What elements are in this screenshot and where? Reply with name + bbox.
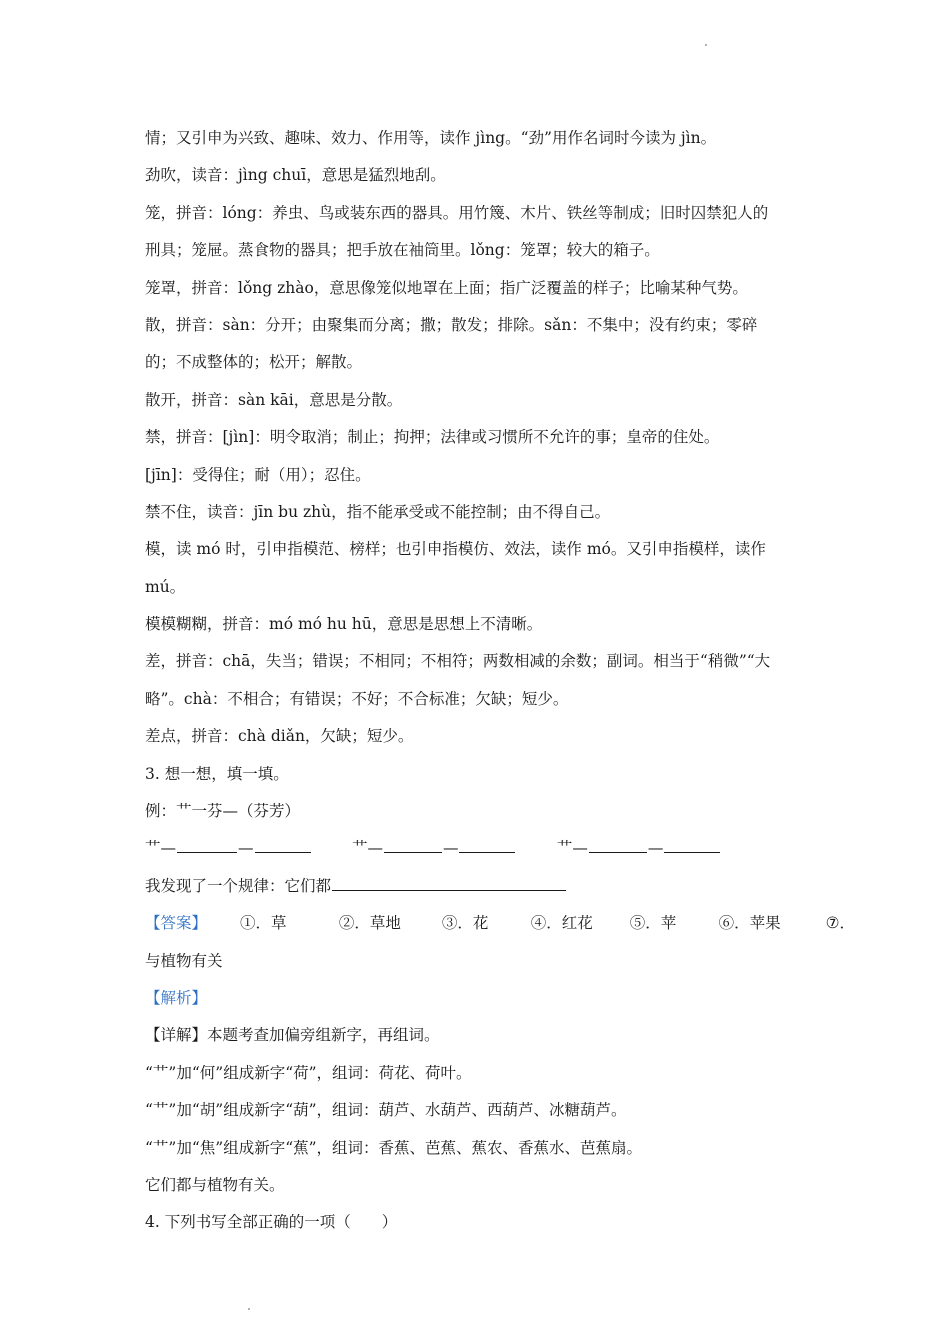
text-line: mú。: [145, 577, 186, 596]
text-line: 散，拼音：sàn：分开；由聚集而分离；撒；散发；排除。sǎn：不集中；没有约束；零碎: [145, 315, 758, 334]
text-line: 略”。chà：不相合；有错误；不好；不合标准；欠缺；短少。: [145, 689, 569, 708]
analysis-line: “艹”加“胡”组成新字“葫”，组词：葫芦、水葫芦、西葫芦、冰糖葫芦。: [145, 1101, 627, 1120]
answer-option: ⑥．苹果: [718, 914, 781, 933]
answer-option: ⑤．苹: [629, 914, 677, 933]
text-line: 模模糊糊，拼音：mó mó hu hū，意思是思想上不清晰。: [145, 615, 543, 634]
rule-answer-blank[interactable]: [332, 874, 566, 891]
text-line: 笼罩，拼音：lǒng zhào，意思像笼似地罩在上面；指广泛覆盖的样子；比喻某种气势。: [145, 278, 748, 297]
fill-group-1: [145, 830, 347, 867]
page-mark-bottom: [248, 1308, 250, 1310]
fill-group-sep: —: [238, 839, 254, 858]
fill-group-head: 艹—: [351, 839, 383, 858]
answer-option: ⑦．: [825, 914, 855, 933]
fill-group-head: 艹—: [556, 839, 588, 858]
text-line: 禁不住，读音：jīn bu zhù，指不能承受或不能控制；由不得自己。: [145, 502, 611, 521]
analysis-detail: 【详解】本题考查加偏旁组新字，再组词。: [145, 1026, 440, 1045]
text-line: 情；又引申为兴致、趣味、效力、作用等，读作 jìng。“劲”用作名词时今读为 jìn。: [145, 129, 717, 147]
rule-prefix: 我发现了一个规律：它们都: [145, 876, 332, 895]
fill-group-sep: —: [442, 839, 459, 858]
answer-row: [145, 905, 855, 942]
answer-option: ④．红花: [530, 914, 593, 933]
analysis-label: 【解析】: [145, 988, 208, 1007]
document-body: [145, 120, 855, 1242]
analysis-conclusion: 它们都与植物有关。: [145, 1175, 285, 1194]
text-line: 禁，拼音：[jìn]：明令取消；制止；拘押；法律或习惯所不允许的事；皇帝的住处。: [145, 428, 720, 447]
text-line: 笼，拼音：lóng：养虫、鸟或装东西的器具。用竹篾、木片、铁丝等制成；旧时囚禁犯人的: [145, 203, 769, 222]
fill-group-3: [557, 830, 722, 867]
text-line: 差点，拼音：chà diǎn，欠缺；短少。: [145, 727, 414, 746]
fill-in-row: [145, 830, 825, 867]
answer-option: ③．花: [441, 914, 489, 933]
text-line: [jīn]：受得住；耐（用）；忍住。: [145, 465, 371, 484]
text-line: 劲吹，读音：jìng chuī，意思是猛烈地刮。: [145, 166, 446, 185]
question-3-example: 例：艹一芬—（芬芳）: [145, 802, 301, 821]
answer-blank[interactable]: [589, 836, 647, 853]
question-3-title: 3. 想一想，填一填。: [145, 764, 289, 783]
text-line: 的；不成整体的；松开；解散。: [145, 353, 363, 372]
answer-continuation: 与植物有关: [145, 951, 223, 970]
fill-group-head: 艹—: [145, 839, 177, 858]
answer-blank[interactable]: [664, 836, 720, 853]
question-4-title: 4. 下列书写全部正确的一项（ ）: [145, 1213, 398, 1232]
answer-option: ①．草: [239, 914, 287, 933]
fill-group-2: [352, 830, 552, 867]
text-line: 刑具；笼屉。蒸食物的器具；把手放在袖筒里。lǒng：笼罩；较大的箱子。: [145, 241, 660, 260]
fill-group-sep: —: [647, 839, 664, 858]
analysis-line: “艹”加“何”组成新字“荷”，组词：荷花、荷叶。: [145, 1063, 472, 1082]
page-mark-top: [705, 44, 707, 46]
text-line: 差，拼音：chā，失当；错误；不相同；不相符；两数相减的余数；副词。相当于“稍微”“大: [145, 652, 771, 671]
answer-label: 【答案】: [145, 914, 208, 933]
answer-blank[interactable]: [177, 836, 237, 853]
answer-blank[interactable]: [459, 836, 515, 853]
answer-blank[interactable]: [384, 836, 442, 853]
analysis-line: “艹”加“焦”组成新字“蕉”，组词：香蕉、芭蕉、蕉农、香蕉水、芭蕉扇。: [145, 1138, 643, 1157]
rule-row: [145, 868, 825, 905]
answer-option: ②．草地: [338, 914, 401, 933]
text-line: 模，读 mó 时，引申指模范、榜样；也引申指模仿、效法，读作 mó。又引申指模样，读作: [145, 540, 766, 559]
answer-blank[interactable]: [255, 836, 311, 853]
text-line: 散开，拼音：sàn kāi，意思是分散。: [145, 390, 403, 409]
